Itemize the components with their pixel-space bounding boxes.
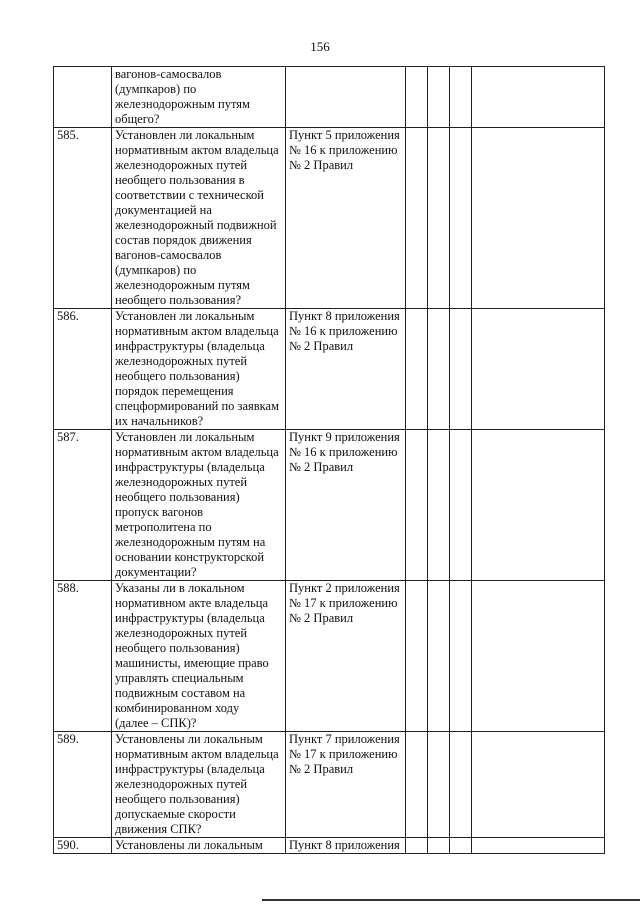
reference-cell: Пункт 9 приложения № 16 к приложению № 2 Правил — [286, 430, 406, 581]
reference-cell: Пункт 5 приложения № 16 к приложению № 2 Правил — [286, 128, 406, 309]
row-number: 588. — [54, 581, 112, 732]
row-number: 587. — [54, 430, 112, 581]
reference-cell: Пункт 2 приложения № 17 к приложению № 2 Правил — [286, 581, 406, 732]
row-number: 590. — [54, 838, 112, 854]
question-cell: Установлен ли локальным нормативным актом владельца железнодорожных путей необщего пользования в соответствии с технической документацией на железнодорожный подвижной состав порядок движения вагонов-самосвалов (думпкаров) по железнодорожным путям необщего пользования? — [112, 128, 286, 309]
answer-na-cell — [450, 430, 472, 581]
table-row — [54, 732, 605, 838]
question-cell: вагонов-самосвалов (думпкаров) по железнодорожным путям общего? — [112, 67, 286, 128]
notes-cell — [472, 128, 605, 309]
answer-yes-cell — [406, 128, 428, 309]
answer-no-cell — [428, 67, 450, 128]
question-cell: Установлены ли локальным нормативным актом владельца инфраструктуры (владельца железнодорожных путей необщего пользования) допускаемые скорости движения СПК? — [112, 732, 286, 838]
table-row — [54, 309, 605, 430]
answer-no-cell — [428, 838, 450, 854]
notes-cell — [472, 309, 605, 430]
answer-yes-cell — [406, 732, 428, 838]
row-number: 586. — [54, 309, 112, 430]
table-row — [54, 430, 605, 581]
row-number: 585. — [54, 128, 112, 309]
answer-na-cell — [450, 732, 472, 838]
answer-na-cell — [450, 838, 472, 854]
notes-cell — [472, 838, 605, 854]
answer-no-cell — [428, 309, 450, 430]
table-row — [54, 67, 605, 128]
requirements-table — [53, 66, 605, 854]
answer-no-cell — [428, 581, 450, 732]
scan-edge-line — [262, 899, 640, 901]
table-row — [54, 581, 605, 732]
notes-cell — [472, 581, 605, 732]
answer-no-cell — [428, 128, 450, 309]
answer-na-cell — [450, 67, 472, 128]
notes-cell — [472, 732, 605, 838]
answer-na-cell — [450, 309, 472, 430]
notes-cell — [472, 430, 605, 581]
question-cell: Установлен ли локальным нормативным актом владельца инфраструктуры (владельца железнодорожных путей необщего пользования) порядок перемещения спецформирований по заявкам их начальников? — [112, 309, 286, 430]
question-cell: Установлен ли локальным нормативным актом владельца инфраструктуры (владельца железнодорожных путей необщего пользования) пропуск вагонов метрополитена по железнодорожным путям на основании конструкторской документации? — [112, 430, 286, 581]
reference-cell: Пункт 8 приложения № 16 к приложению № 2 Правил — [286, 309, 406, 430]
reference-cell: Пункт 7 приложения № 17 к приложению № 2 Правил — [286, 732, 406, 838]
answer-na-cell — [450, 581, 472, 732]
answer-yes-cell — [406, 581, 428, 732]
answer-yes-cell — [406, 309, 428, 430]
answer-na-cell — [450, 128, 472, 309]
answer-no-cell — [428, 430, 450, 581]
row-number: 589. — [54, 732, 112, 838]
reference-cell: Пункт 8 приложения — [286, 838, 406, 854]
answer-yes-cell — [406, 838, 428, 854]
page-number: 156 — [310, 39, 330, 54]
question-cell: Указаны ли в локальном нормативном акте владельца инфраструктуры (владельца железнодорожных путей необщего пользования) машинисты, имеющие право управлять специальным подвижным составом на комбинированном ходу (далее – СПК)? — [112, 581, 286, 732]
answer-yes-cell — [406, 67, 428, 128]
row-number — [54, 67, 112, 128]
answer-no-cell — [428, 732, 450, 838]
question-cell: Установлены ли локальным — [112, 838, 286, 854]
table-row — [54, 128, 605, 309]
answer-yes-cell — [406, 430, 428, 581]
reference-cell — [286, 67, 406, 128]
notes-cell — [472, 67, 605, 128]
table-row — [54, 838, 605, 854]
